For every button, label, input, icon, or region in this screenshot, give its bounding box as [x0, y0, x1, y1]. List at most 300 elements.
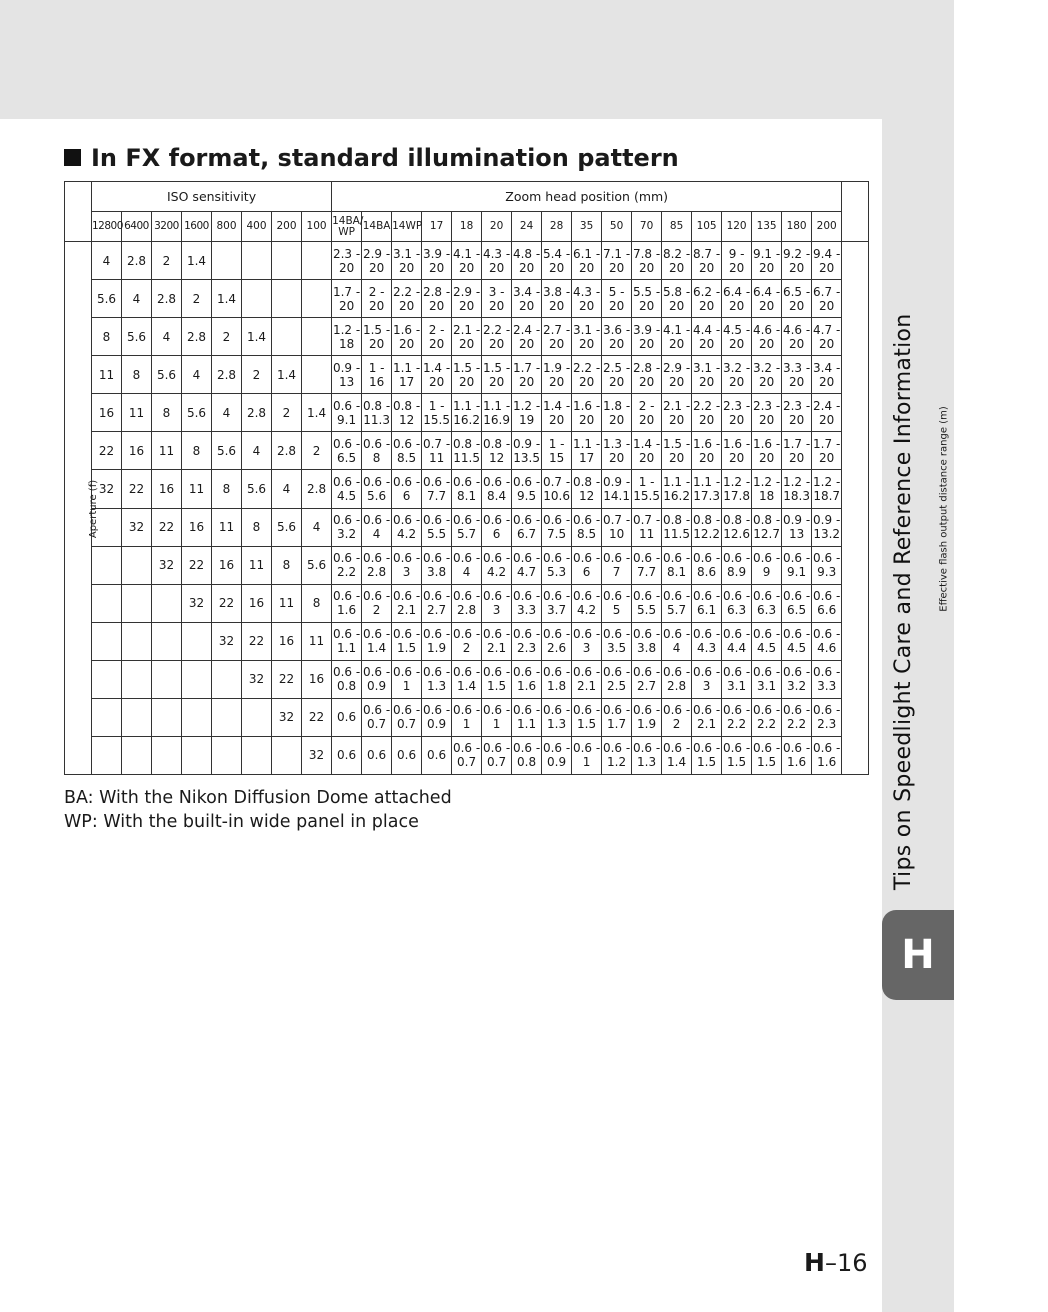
range-value: 2 - 20: [368, 284, 385, 313]
range-value: 0.6 - 6.6: [813, 589, 841, 618]
range-value: 0.6 - 1.5: [692, 741, 721, 770]
aperture-cell: 2: [242, 356, 272, 394]
range-value: 0.6 - 5.7: [662, 589, 691, 618]
zoom-value-header: 18: [452, 212, 482, 242]
range-value: 1.8 - 20: [602, 398, 631, 427]
range-value: 1.6 - 20: [722, 436, 751, 465]
range-cell: [482, 622, 512, 660]
range-value: 2.1 - 20: [662, 398, 691, 427]
zoom-value-header: 120: [722, 212, 752, 242]
range-cell: [362, 318, 392, 356]
aperture-cell: 22: [272, 660, 302, 698]
aperture-cell: 1.4: [272, 356, 302, 394]
aperture-cell: [182, 736, 212, 774]
section-heading-text: In FX format, standard illumination pattern: [91, 144, 679, 172]
range-value: 0.6 - 3.8: [422, 551, 451, 580]
aperture-cell: [182, 698, 212, 736]
aperture-cell: [122, 546, 152, 584]
zoom-value-header: 180: [782, 212, 812, 242]
range-value: 0.6 - 6.5: [332, 436, 361, 465]
note-wp: WP: With the built-in wide panel in place: [64, 812, 419, 832]
range-cell: [692, 356, 722, 394]
range-axis-label-text: Effective flash output distance range (m): [938, 406, 950, 612]
range-value: 0.6 - 3.8: [632, 627, 661, 656]
notes: [64, 786, 452, 834]
aperture-cell: 8: [242, 508, 272, 546]
range-value: 3.4 - 20: [512, 284, 541, 313]
range-cell: [362, 242, 392, 280]
range-value: 1.6 - 20: [692, 436, 721, 465]
range-value: 0.6 - 9.5: [512, 475, 541, 503]
table-row: [65, 584, 869, 622]
range-value: 2.4 - 20: [813, 398, 841, 427]
range-cell: [362, 432, 392, 470]
range-value: 1.9 - 20: [542, 360, 571, 389]
range-value: 0.6 - 8.5: [572, 513, 601, 542]
range-cell: [482, 318, 512, 356]
range-value: 0.6 - 4.4: [722, 627, 751, 656]
range-value: 0.6 - 1.6: [782, 741, 811, 770]
range-cell: [602, 660, 632, 698]
range-value: 0.6 - 2.3: [512, 627, 541, 656]
aperture-cell: 8: [122, 356, 152, 394]
range-value: 0.6: [337, 710, 357, 725]
range-value: 0.6 - 1.5: [572, 703, 601, 732]
range-cell: [332, 242, 362, 280]
range-value: 0.6 - 2.1: [482, 627, 511, 656]
range-value: 1.7 - 20: [332, 284, 361, 313]
range-value: 0.6 - 2.6: [542, 627, 571, 656]
zoom-value-header: 70: [632, 212, 662, 242]
range-cell: [572, 470, 602, 508]
range-cell: [542, 622, 572, 660]
range-cell: [692, 470, 722, 508]
range-value: 0.6 - 4: [362, 513, 391, 542]
range-value: 0.6 - 1.6: [813, 741, 841, 770]
range-value: 0.6 - 3.1: [752, 665, 781, 694]
range-value: 9.4 - 20: [813, 246, 841, 275]
range-value: 0.6 - 1.3: [542, 703, 571, 732]
range-cell: [542, 584, 572, 622]
aperture-cell: 2.8: [242, 394, 272, 432]
range-cell: [392, 622, 422, 660]
range-cell: [422, 698, 452, 736]
iso-value-header: 200: [272, 212, 302, 242]
range-value: 6.1 - 20: [572, 246, 601, 275]
range-value: 0.9 - 13: [332, 360, 361, 389]
aperture-cell: [152, 584, 182, 622]
range-cell: [752, 622, 782, 660]
range-cell: [752, 242, 782, 280]
range-value: 0.6 - 0.7: [452, 741, 481, 770]
range-cell: [812, 660, 842, 698]
range-cell: [482, 584, 512, 622]
range-cell: [692, 660, 722, 698]
range-cell: [362, 660, 392, 698]
range-value: 1.6 - 20: [572, 398, 601, 427]
aperture-cell: 2: [182, 280, 212, 318]
range-cell: [632, 698, 662, 736]
range-cell: [602, 584, 632, 622]
range-value: 1 - 16: [368, 360, 385, 389]
range-cell: [452, 622, 482, 660]
table-row: [65, 356, 869, 394]
zoom-value-header: 28: [542, 212, 572, 242]
range-cell: [602, 508, 632, 546]
range-cell: [782, 508, 812, 546]
range-value: 0.9 - 13: [782, 513, 811, 542]
range-value: 0.6 - 2.2: [782, 703, 811, 732]
square-bullet-icon: [64, 149, 81, 166]
range-value: 0.6 - 6.1: [692, 589, 721, 618]
range-value: 0.6 - 2.8: [452, 589, 481, 618]
range-value: 0.6 - 2.8: [362, 551, 391, 580]
range-value: 2.3 - 20: [332, 246, 361, 275]
range-cell: [572, 736, 602, 774]
range-value: 6.4 - 20: [752, 284, 781, 313]
range-cell: [782, 736, 812, 774]
table-row: [65, 280, 869, 318]
range-cell: [482, 280, 512, 318]
range-cell: [392, 280, 422, 318]
range-value: 0.6 - 1.5: [392, 627, 421, 656]
zoom-value-header: 200: [812, 212, 842, 242]
range-cell: [722, 736, 752, 774]
range-value: 0.6 - 2.1: [692, 703, 721, 732]
aperture-cell: 11: [272, 584, 302, 622]
range-value: 8.2 - 20: [662, 246, 691, 275]
range-value: 0.6 - 5.7: [452, 513, 481, 542]
range-value: 8.7 - 20: [692, 246, 721, 275]
range-value: 2.1 - 20: [452, 322, 481, 351]
range-cell: [332, 546, 362, 584]
range-cell: [422, 432, 452, 470]
range-cell: [362, 470, 392, 508]
range-cell: [332, 736, 362, 774]
range-value: 1.1 - 16.2: [662, 475, 691, 503]
page-number-prefix: H: [804, 1248, 825, 1277]
range-value: 4.7 - 20: [813, 322, 841, 351]
range-value: 0.8 - 12.6: [722, 513, 751, 542]
aperture-cell: [212, 242, 242, 280]
range-value: 0.6 - 1.6: [332, 589, 361, 618]
aperture-cell: 5.6: [212, 432, 242, 470]
range-value: 0.6 - 3: [482, 589, 511, 618]
range-cell: [452, 242, 482, 280]
aperture-cell: 2.8: [182, 318, 212, 356]
range-cell: [662, 432, 692, 470]
iso-value-header: 100: [302, 212, 332, 242]
range-value: 0.8 - 12.7: [752, 513, 781, 542]
range-value: 0.6 - 1.5: [722, 741, 751, 770]
range-value: 0.6 - 3: [392, 551, 421, 580]
range-cell: [602, 698, 632, 736]
range-cell: [512, 432, 542, 470]
range-value: 4.3 - 20: [482, 246, 511, 275]
aperture-cell: 11: [302, 622, 332, 660]
range-cell: [422, 356, 452, 394]
range-value: 0.6 - 1.4: [662, 741, 691, 770]
range-value: 0.9 - 13.5: [512, 436, 541, 465]
range-cell: [422, 546, 452, 584]
aperture-cell: 4: [242, 432, 272, 470]
page-number: [804, 1248, 867, 1277]
range-cell: [812, 584, 842, 622]
range-value: 0.6 - 1.2: [602, 741, 631, 770]
aperture-cell: [152, 736, 182, 774]
zoom-value-header: 35: [572, 212, 602, 242]
aperture-cell: 32: [92, 470, 122, 508]
range-value: 2.2 - 20: [572, 360, 601, 389]
range-cell: [632, 660, 662, 698]
range-cell: [812, 622, 842, 660]
range-cell: [452, 508, 482, 546]
table-row: [65, 622, 869, 660]
range-cell: [662, 318, 692, 356]
range-value: 6.7 - 20: [813, 284, 841, 313]
range-cell: [662, 394, 692, 432]
range-cell: [512, 242, 542, 280]
aperture-cell: [122, 622, 152, 660]
range-cell: [662, 356, 692, 394]
range-value: 3.9 - 20: [632, 322, 661, 351]
range-cell: [542, 432, 572, 470]
range-value: 0.6 - 4: [662, 627, 691, 656]
range-value: 0.6 - 9.1: [332, 398, 361, 427]
range-value: 2.2 - 20: [392, 284, 421, 313]
range-value: 5.5 - 20: [632, 284, 661, 313]
aperture-axis-label: [65, 242, 100, 775]
chapter-tab: H: [882, 910, 954, 1000]
zoom-value-header: 105: [692, 212, 722, 242]
range-value: 6.4 - 20: [722, 284, 751, 313]
table-row: [65, 546, 869, 584]
range-value: 0.6 - 7.5: [542, 513, 571, 542]
note-ba: BA: With the Nikon Diffusion Dome attached: [64, 788, 452, 808]
range-cell: [572, 698, 602, 736]
range-value: 0.6 - 0.8: [512, 741, 541, 770]
range-value: 0.6 - 2.7: [422, 589, 451, 618]
range-value: 5.8 - 20: [662, 284, 691, 313]
page-number-value: –16: [824, 1249, 868, 1277]
aperture-cell: 8: [302, 584, 332, 622]
header-row-groups: [65, 182, 869, 212]
range-cell: [542, 280, 572, 318]
range-cell: [392, 698, 422, 736]
aperture-cell: 5.6: [242, 470, 272, 508]
range-value: 0.6 - 2.7: [632, 665, 661, 694]
aperture-cell: 32: [152, 546, 182, 584]
range-cell: [392, 318, 422, 356]
range-cell: [332, 470, 362, 508]
aperture-cell: 22: [152, 508, 182, 546]
range-value: 0.7 - 10.6: [542, 475, 571, 503]
range-cell: [542, 356, 572, 394]
aperture-cell: 16: [302, 660, 332, 698]
range-value: 0.8 - 12: [482, 436, 511, 465]
range-cell: [362, 508, 392, 546]
aperture-cell: 2: [272, 394, 302, 432]
range-value: 2.9 - 20: [362, 246, 391, 275]
table-row: [65, 242, 869, 280]
range-value: 0.6 - 2.8: [662, 665, 691, 694]
range-value: 0.6 - 6.3: [752, 589, 781, 618]
range-cell: [752, 394, 782, 432]
range-cell: [812, 736, 842, 774]
range-value: 0.8 - 12: [392, 398, 421, 427]
range-value: 1.2 - 19: [512, 398, 541, 427]
aperture-cell: 16: [122, 432, 152, 470]
range-cell: [362, 394, 392, 432]
range-cell: [572, 584, 602, 622]
range-value: 1.5 - 20: [662, 436, 691, 465]
range-cell: [602, 622, 632, 660]
range-cell: [452, 394, 482, 432]
range-value: 9.1 - 20: [752, 246, 781, 275]
aperture-cell: 5.6: [182, 394, 212, 432]
range-value: 0.6 - 3.1: [722, 665, 751, 694]
range-cell: [452, 318, 482, 356]
range-value: 1.7 - 20: [512, 360, 541, 389]
range-value: 1.2 - 18.3: [782, 475, 811, 503]
range-cell: [422, 736, 452, 774]
aperture-cell: 4: [92, 242, 122, 280]
aperture-cell: [122, 698, 152, 736]
aperture-cell: 8: [152, 394, 182, 432]
range-value: 0.6 - 8.6: [692, 551, 721, 580]
corner-cell-right: [842, 182, 869, 242]
range-value: 3.1 - 20: [392, 246, 421, 275]
range-cell: [572, 622, 602, 660]
range-cell: [692, 432, 722, 470]
aperture-cell: 5.6: [122, 318, 152, 356]
range-value: 2.3 - 20: [722, 398, 751, 427]
table-row: [65, 660, 869, 698]
range-value: 4.4 - 20: [692, 322, 721, 351]
range-cell: [782, 660, 812, 698]
range-value: 0.6 - 7.7: [422, 475, 451, 503]
aperture-cell: 2: [302, 432, 332, 470]
range-value: 0.6 - 6.3: [722, 589, 751, 618]
range-cell: [572, 660, 602, 698]
range-value: 0.6 - 7.7: [632, 551, 661, 580]
table-row: [65, 432, 869, 470]
range-cell: [662, 698, 692, 736]
range-cell: [482, 394, 512, 432]
range-value: 0.6 - 1.1: [512, 703, 541, 732]
range-value: 0.6: [337, 748, 357, 763]
aperture-cell: 2: [212, 318, 242, 356]
iso-value-header: 12800: [92, 212, 122, 242]
range-cell: [332, 432, 362, 470]
range-cell: [362, 546, 392, 584]
range-value: 0.6 - 4.2: [482, 551, 511, 580]
range-cell: [782, 584, 812, 622]
aperture-cell: [302, 242, 332, 280]
range-cell: [812, 242, 842, 280]
range-cell: [602, 470, 632, 508]
range-cell: [722, 394, 752, 432]
range-cell: [692, 698, 722, 736]
range-value: 1.1 - 16.2: [452, 398, 481, 427]
aperture-cell: [92, 546, 122, 584]
aperture-cell: 5.6: [152, 356, 182, 394]
range-cell: [752, 698, 782, 736]
range-cell: [632, 432, 662, 470]
range-value: 0.6 - 4.6: [813, 627, 841, 656]
range-cell: [662, 470, 692, 508]
range-value: 0.9 - 13.2: [813, 513, 841, 542]
range-cell: [512, 584, 542, 622]
range-value: 0.6 - 3.7: [542, 589, 571, 618]
range-cell: [512, 280, 542, 318]
range-cell: [782, 698, 812, 736]
range-cell: [632, 508, 662, 546]
range-cell: [752, 432, 782, 470]
range-cell: [662, 660, 692, 698]
range-cell: [572, 280, 602, 318]
range-cell: [332, 318, 362, 356]
range-value: 0.6 - 8.4: [482, 475, 511, 503]
header-row-values: [65, 212, 869, 242]
aperture-cell: [122, 660, 152, 698]
range-value: 1.1 - 17: [392, 360, 421, 389]
aperture-cell: 16: [212, 546, 242, 584]
range-cell: [452, 280, 482, 318]
range-value: 2.8 - 20: [632, 360, 661, 389]
range-cell: [752, 508, 782, 546]
range-cell: [692, 546, 722, 584]
range-cell: [542, 698, 572, 736]
range-value: 3.4 - 20: [813, 360, 841, 389]
range-value: 4.3 - 20: [572, 284, 601, 313]
range-cell: [482, 698, 512, 736]
range-cell: [662, 584, 692, 622]
aperture-cell: 4: [302, 508, 332, 546]
iso-value-header: 6400: [122, 212, 152, 242]
range-cell: [332, 394, 362, 432]
table-row: [65, 736, 869, 774]
range-cell: [392, 356, 422, 394]
zoom-value-header: 50: [602, 212, 632, 242]
aperture-cell: 22: [182, 546, 212, 584]
range-value: 4.6 - 20: [782, 322, 811, 351]
range-value: 3.1 - 20: [572, 322, 601, 351]
aperture-cell: [92, 622, 122, 660]
range-value: 0.6 - 1: [482, 703, 511, 732]
zoom-value-header: 14BA/ WP: [332, 212, 362, 242]
aperture-cell: [182, 660, 212, 698]
range-value: 3.8 - 20: [542, 284, 571, 313]
range-value: 1.2 - 18.7: [813, 475, 841, 503]
range-cell: [332, 660, 362, 698]
range-cell: [782, 242, 812, 280]
table-row: [65, 394, 869, 432]
range-value: 1 - 15.5: [423, 398, 450, 427]
aperture-cell: 11: [152, 432, 182, 470]
range-value: 0.6 - 6.5: [782, 589, 811, 618]
range-value: 1.6 - 20: [752, 436, 781, 465]
aperture-cell: 16: [92, 394, 122, 432]
range-value: 0.6 - 2.3: [813, 703, 841, 732]
range-cell: [422, 394, 452, 432]
range-value: 0.6 - 9.1: [782, 551, 811, 580]
range-cell: [362, 736, 392, 774]
range-cell: [812, 546, 842, 584]
range-cell: [512, 622, 542, 660]
header-band: [0, 0, 954, 119]
range-value: 0.6 - 5.5: [422, 513, 451, 542]
